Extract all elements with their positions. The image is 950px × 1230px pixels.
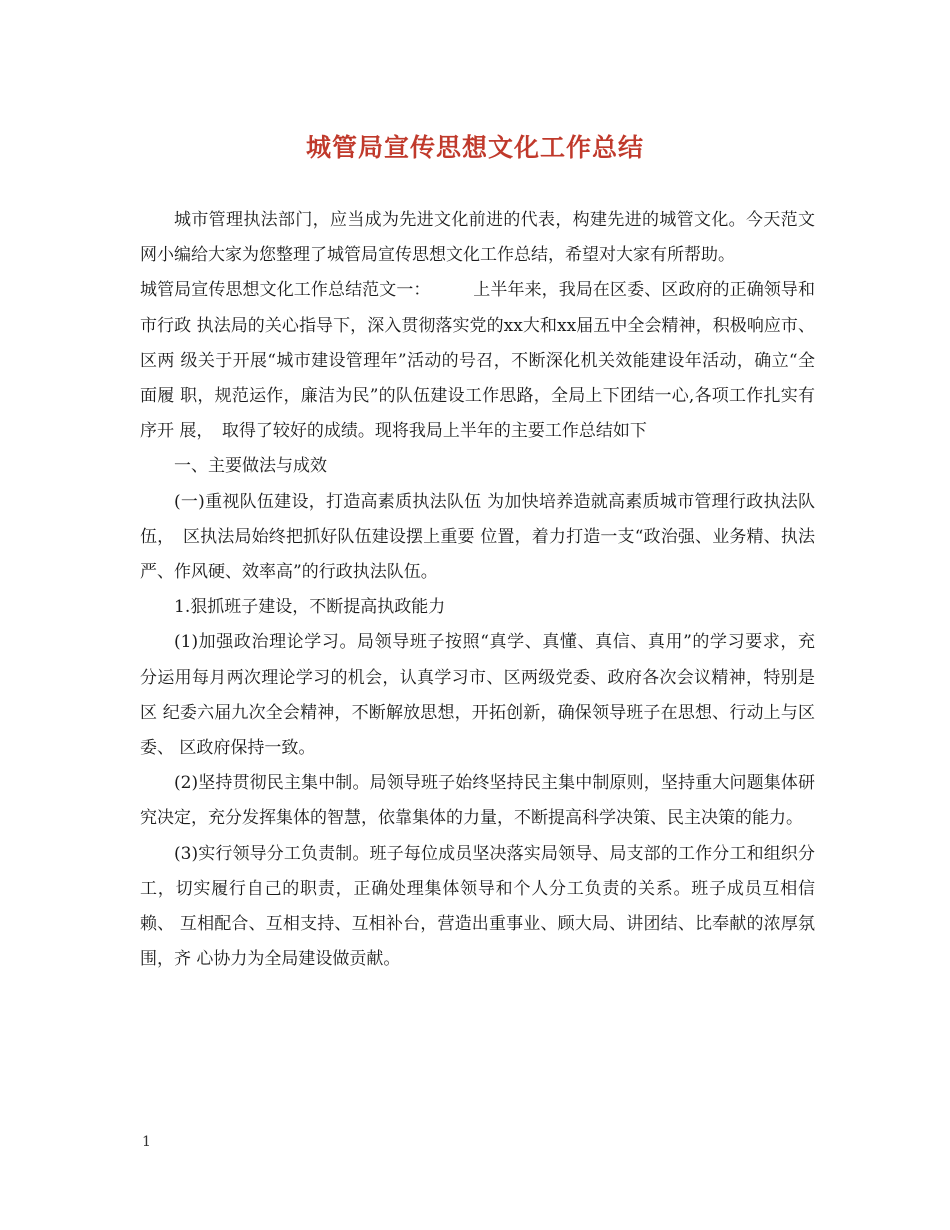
intro-paragraph: 城市管理执法部门，应当成为先进文化前进的代表，构建先进的城管文化。今天范文网小编给大家为您整理了城管局宣传思想文化工作总结，希望对大家有所帮助。 [140, 210, 815, 266]
item-paragraph-3: (3)实行领导分工负责制。班子每位成员坚决落实局领导、局支部的工作分工和组织分 工，切实履行自己的职责，正确处理集体领导和个人分工负责的关系。班子成员互相信赖、 互相配合、互相支持、互相补台，营造出重事业、顾大局、讲团结、比奉献的浓厚氛围，齐 心协力为全局建设做贡献。 [140, 843, 815, 970]
subsection-paragraph: (一)重视队伍建设，打造高素质执法队伍 为加快培养造就高素质城市管理行政执法队伍， 区执法局始终把抓好队伍建设摆上重要 位置，着力打造一支“政治强、业务精、执法严、作风硬、效率高”的行政执法队伍。 [140, 491, 815, 583]
item-paragraph-2: (2)坚持贯彻民主集中制。局领导班子始终坚持民主集中制原则，坚持重大问题集体研 究决定，充分发挥集体的智慧，依靠集体的力量，不断提高科学决策、民主决策的能力。 [140, 773, 815, 829]
item-paragraph-1: (1)加强政治理论学习。局领导班子按照“真学、真懂、真信、真用”的学习要求，充 分运用每月两次理论学习的机会，认真学习市、区两级党委、政府各次会议精神，特别是区 纪委六届九次全会精神，不断解放思想，开拓创新，确保领导班子在思想、行动上与区委、 区政府保持一致。 [140, 632, 815, 759]
document-title: 城管局宣传思想文化工作总结 [305, 133, 644, 162]
page-number: 1 [142, 1134, 151, 1150]
document-body [140, 203, 815, 977]
sample-one-paragraph: 城管局宣传思想文化工作总结范文一： 上半年来，我局在区委、区政府的正确领导和市行政 执法局的关心指导下，深入贯彻落实党的xx大和xx届五中全会精神，积极响应市、区两 级关于开展“城市建设管理年”活动的号召，不断深化机关效能建设年活动，确立“全面履 职，规范运作，廉洁为民”的队伍建设工作思路，全局上下团结一心,各项工作扎实有序开 展， 取得了较好的成绩。现将我局上半年的主要工作总结如下 [140, 280, 815, 442]
item-heading: 1.狠抓班子建设，不断提高执政能力 [174, 597, 446, 618]
section-heading: 一、主要做法与成效 [174, 456, 327, 477]
